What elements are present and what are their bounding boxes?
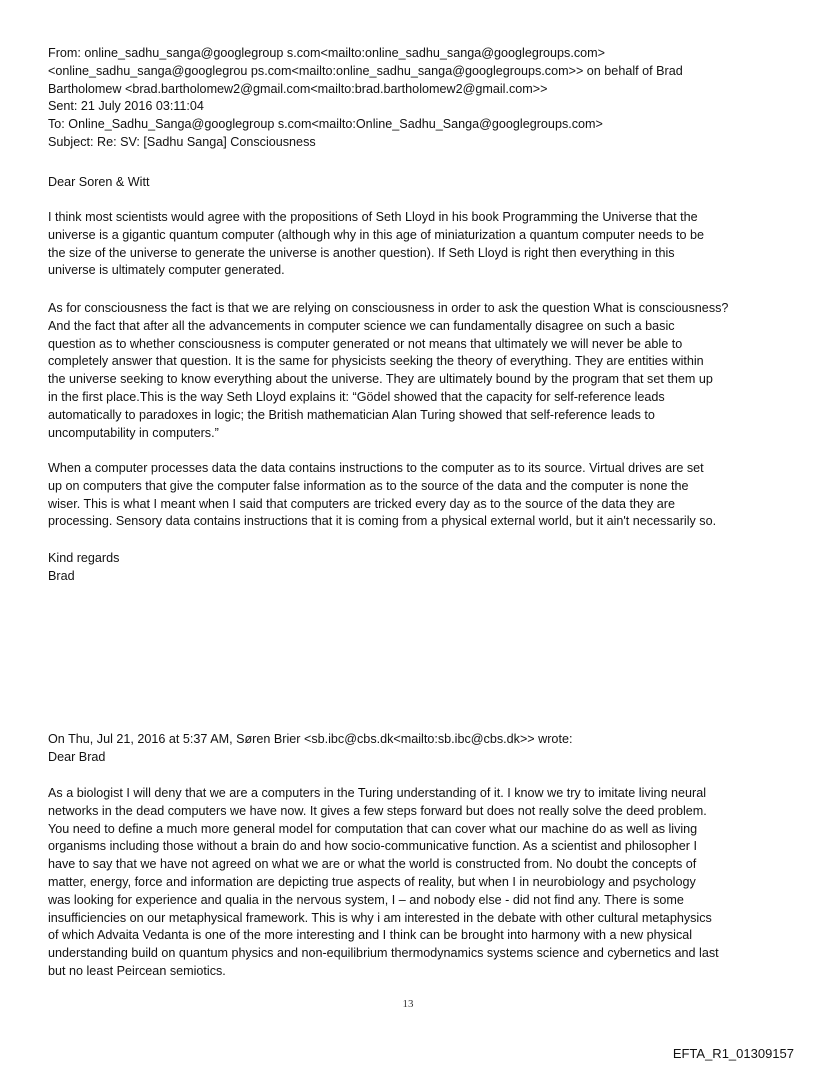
header-line: From: online_sadhu_sanga@googlegroup s.com<mailto:online_sadhu_sanga@googlegroups.com>	[48, 46, 605, 60]
quoted-body-line: insufficiencies on our metaphysical framework. This is why i am interested in the debate with other cultural metaphysics	[48, 910, 712, 925]
paragraph-line: universe is ultimately computer generated.	[48, 263, 285, 278]
paragraph-line: As for consciousness the fact is that we are relying on consciousness in order to ask the question What is consciousness?	[48, 301, 729, 315]
quoted-body	[48, 785, 778, 981]
quoted-intro-line: On Thu, Jul 21, 2016 at 5:37 AM, Søren Brier <sb.ibc@cbs.dk<mailto:sb.ibc@cbs.dk>> wrote:	[48, 732, 573, 746]
paragraph-line: completely answer that question. It is the same for physicists seeking the theory of everything. They are entities within	[48, 354, 704, 369]
paragraph-line: the size of the universe to generate the universe is another question). If Seth Lloyd is right then everything in this	[48, 245, 675, 260]
closing-line: Kind regards	[48, 551, 120, 565]
paragraph-line: in the first place.This is the way Seth Lloyd explains it: “Gödel showed that the capacity for self-reference leads	[48, 389, 665, 404]
paragraph-line: question as to whether consciousness is computer generated or not means that ultimately we will never be able to	[48, 336, 683, 351]
quoted-body-line: have to say that we have not agreed on what we are or what the world is constructed from. No doubt the concepts of	[48, 857, 697, 872]
header-line: Subject: Re: SV: [Sadhu Sanga] Consciousness	[48, 134, 316, 149]
header-line: <online_sadhu_sanga@googlegrou ps.com<mailto:online_sadhu_sanga@googlegroups.com>> on behalf of Brad	[48, 63, 683, 78]
paragraph-line: uncomputability in computers.”	[48, 425, 219, 440]
paragraph-line: automatically to paradoxes in logic; the British mathematician Alan Turing showed that self-reference leads to	[48, 407, 655, 422]
document-id: EFTA_R1_01309157	[672, 1046, 794, 1061]
greeting	[48, 174, 778, 192]
quoted-body-line: You need to define a much more general model for computation that can cover what our machine do as well as living	[48, 821, 698, 836]
paragraph-line: universe is a gigantic quantum computer (although why in this age of miniaturization a quantum computer needs to be	[48, 227, 704, 242]
header-line: To: Online_Sadhu_Sanga@googlegroup s.com<mailto:Online_Sadhu_Sanga@googlegroups.com>	[48, 117, 603, 132]
quoted-body-line: understanding build on quantum physics and non-equilibrium thermodynamics systems science and cybernetics and last	[48, 946, 719, 961]
paragraph-1	[48, 209, 778, 280]
header-line: Bartholomew <brad.bartholomew2@gmail.com<mailto:brad.bartholomew2@gmail.com>>	[48, 81, 548, 96]
paragraph-line: And the fact that after all the advancements in computer science we can fundamentally disagree on such a basic	[48, 318, 675, 333]
paragraph-line: When a computer processes data the data contains instructions to the computer as to its source. Virtual drives are set	[48, 461, 704, 475]
page-number: 13	[402, 998, 414, 1010]
quoted-intro	[48, 731, 778, 767]
greeting-line: Dear Soren & Witt	[48, 175, 150, 189]
quoted-body-line: but no least Peircean semiotics.	[48, 963, 226, 978]
quoted-body-line: organisms including those without a brain do and how socio-communicative function. As a scientist and philosopher I	[48, 839, 697, 854]
paragraph-3	[48, 460, 778, 531]
quoted-body-line: of which Advaita Vedanta is one of the more interesting and I think can be brought into harmony with a new physical	[48, 928, 693, 943]
paragraph-line: I think most scientists would agree with the propositions of Seth Lloyd in his book Programming the Universe that the	[48, 210, 698, 224]
quoted-body-line: was looking for experience and qualia in the nervous system, I – and nobody else - did not find any. There is some	[48, 892, 684, 907]
quoted-body-line: networks in the dead computers we have now. It gives a few steps forward but does not really solve the deed problem.	[48, 803, 707, 818]
paragraph-line: the universe seeking to know everything about the universe. They are ultimately bound by the program that set them up	[48, 372, 713, 387]
paragraph-line: wiser. This is what I meant when I said that computers are tricked every day as to the source of the data they are	[48, 496, 675, 511]
quoted-intro-line: Dear Brad	[48, 749, 106, 764]
email-header	[48, 45, 778, 152]
closing	[48, 550, 778, 586]
paragraph-2	[48, 300, 778, 442]
quoted-body-line: As a biologist I will deny that we are a computers in the Turing understanding of it. I know we try to imitate living neural	[48, 786, 707, 800]
paragraph-line: up on computers that give the computer false information as to the source of the data and the computer is none the	[48, 478, 689, 493]
paragraph-line: processing. Sensory data contains instructions that it is coming from a physical external world, but it ain't necessarily so.	[48, 514, 717, 529]
header-line: Sent: 21 July 2016 03:11:04	[48, 99, 204, 114]
quoted-body-line: matter, energy, force and information are depicting true aspects of reality, but when I in neurobiology and psychology	[48, 874, 696, 889]
closing-line: Brad	[48, 568, 75, 583]
